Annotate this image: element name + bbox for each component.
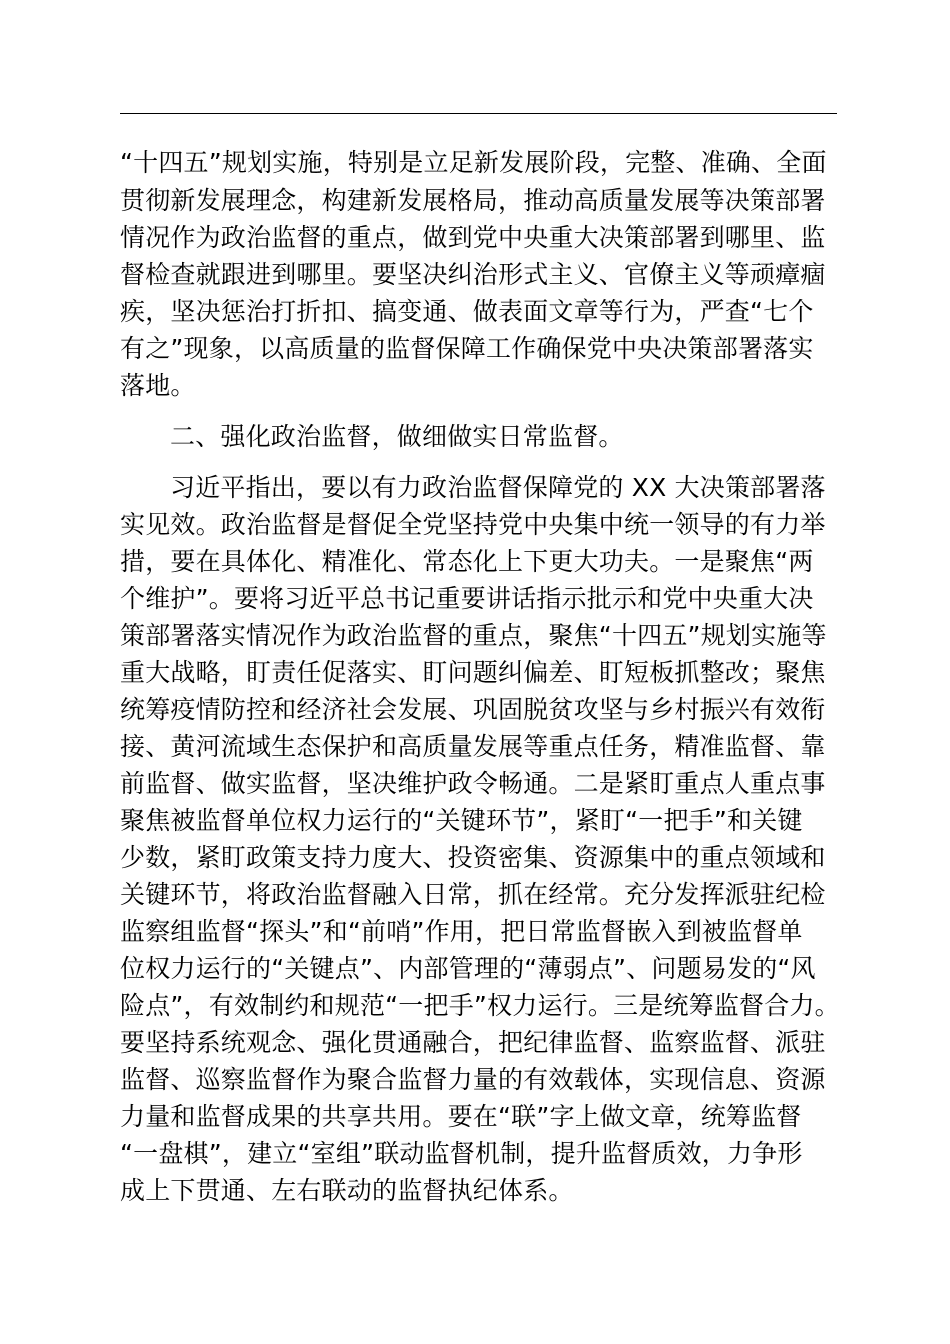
paragraph-line: 情况作为政治监督的重点，做到党中央重大决策部署到哪里、监 xyxy=(120,223,826,252)
paragraph-line: 成上下贯通、左右联动的监督执纪体系。 xyxy=(120,1176,574,1205)
paragraph-line: 位权力运行的“关键点”、内部管理的“薄弱点”、问题易发的“风 xyxy=(120,954,816,983)
paragraph-line: 险点”，有效制约和规范“一把手”权力运行。三是统筹监督合力。 xyxy=(120,991,840,1020)
paragraph-line: 习近平指出，要以有力政治监督保障党的 XX 大决策部署落 xyxy=(170,473,826,502)
paragraph-line: 关键环节，将政治监督融入日常，抓在经常。充分发挥派驻纪检 xyxy=(120,880,826,909)
paragraph-line: 统筹疫情防控和经济社会发展、巩固脱贫攻坚与乡村振兴有效衔 xyxy=(120,695,826,724)
paragraph-line: 个维护”。要将习近平总书记重要讲话指示批示和党中央重大决 xyxy=(120,584,814,613)
paragraph-line: 疾，坚决惩治打折扣、搞变通、做表面文章等行为，严查“七个 xyxy=(120,297,814,326)
paragraph-line: 少数，紧盯政策支持力度大、投资密集、资源集中的重点领域和 xyxy=(120,843,826,872)
paragraph-line: 监察组监督“探头”和“前哨”作用，把日常监督嵌入到被监督单 xyxy=(120,917,803,946)
section-heading: 二、强化政治监督，做细做实日常监督。 xyxy=(170,422,624,451)
paragraph-line: 策部署落实情况作为政治监督的重点，聚焦“十四五”规划实施等 xyxy=(120,621,827,650)
paragraph-line: 要坚持系统观念、强化贯通融合，把纪律监督、监察监督、派驻 xyxy=(120,1028,826,1057)
paragraph-line: 实见效。政治监督是督促全党坚持党中央集中统一领导的有力举 xyxy=(120,510,826,539)
paragraph-line: 接、黄河流域生态保护和高质量发展等重点任务，精准监督、靠 xyxy=(120,732,826,761)
paragraph-line: 落地。 xyxy=(120,371,196,400)
paragraph-line: 贯彻新发展理念，构建新发展格局，推动高质量发展等决策部署 xyxy=(120,186,826,215)
header-rule xyxy=(120,113,837,114)
paragraph-line: “十四五”规划实施，特别是立足新发展阶段，完整、准确、全面 xyxy=(120,148,827,177)
paragraph-line: 督检查就跟进到哪里。要坚决纠治形式主义、官僚主义等顽瘴痼 xyxy=(120,260,826,289)
paragraph-line: 措，要在具体化、精准化、常态化上下更大功夫。一是聚焦“两 xyxy=(120,547,814,576)
paragraph-line: 有之”现象，以高质量的监督保障工作确保党中央决策部署落实 xyxy=(120,334,814,363)
paragraph-line: 监督、巡察监督作为聚合监督力量的有效载体，实现信息、资源 xyxy=(120,1065,826,1094)
paragraph-line: 重大战略，盯责任促落实、盯问题纠偏差、盯短板抓整改；聚焦 xyxy=(120,658,826,687)
paragraph-line: 力量和监督成果的共享共用。要在“联”字上做文章，统筹监督 xyxy=(120,1102,802,1131)
paragraph-line: “一盘棋”，建立“室组”联动监督机制，提升监督质效，力争形 xyxy=(120,1139,803,1168)
paragraph-line: 前监督、做实监督，坚决维护政令畅通。二是紧盯重点人重点事 xyxy=(120,769,826,798)
paragraph-line: 聚焦被监督单位权力运行的“关键环节”，紧盯“一把手”和关键 xyxy=(120,806,803,835)
